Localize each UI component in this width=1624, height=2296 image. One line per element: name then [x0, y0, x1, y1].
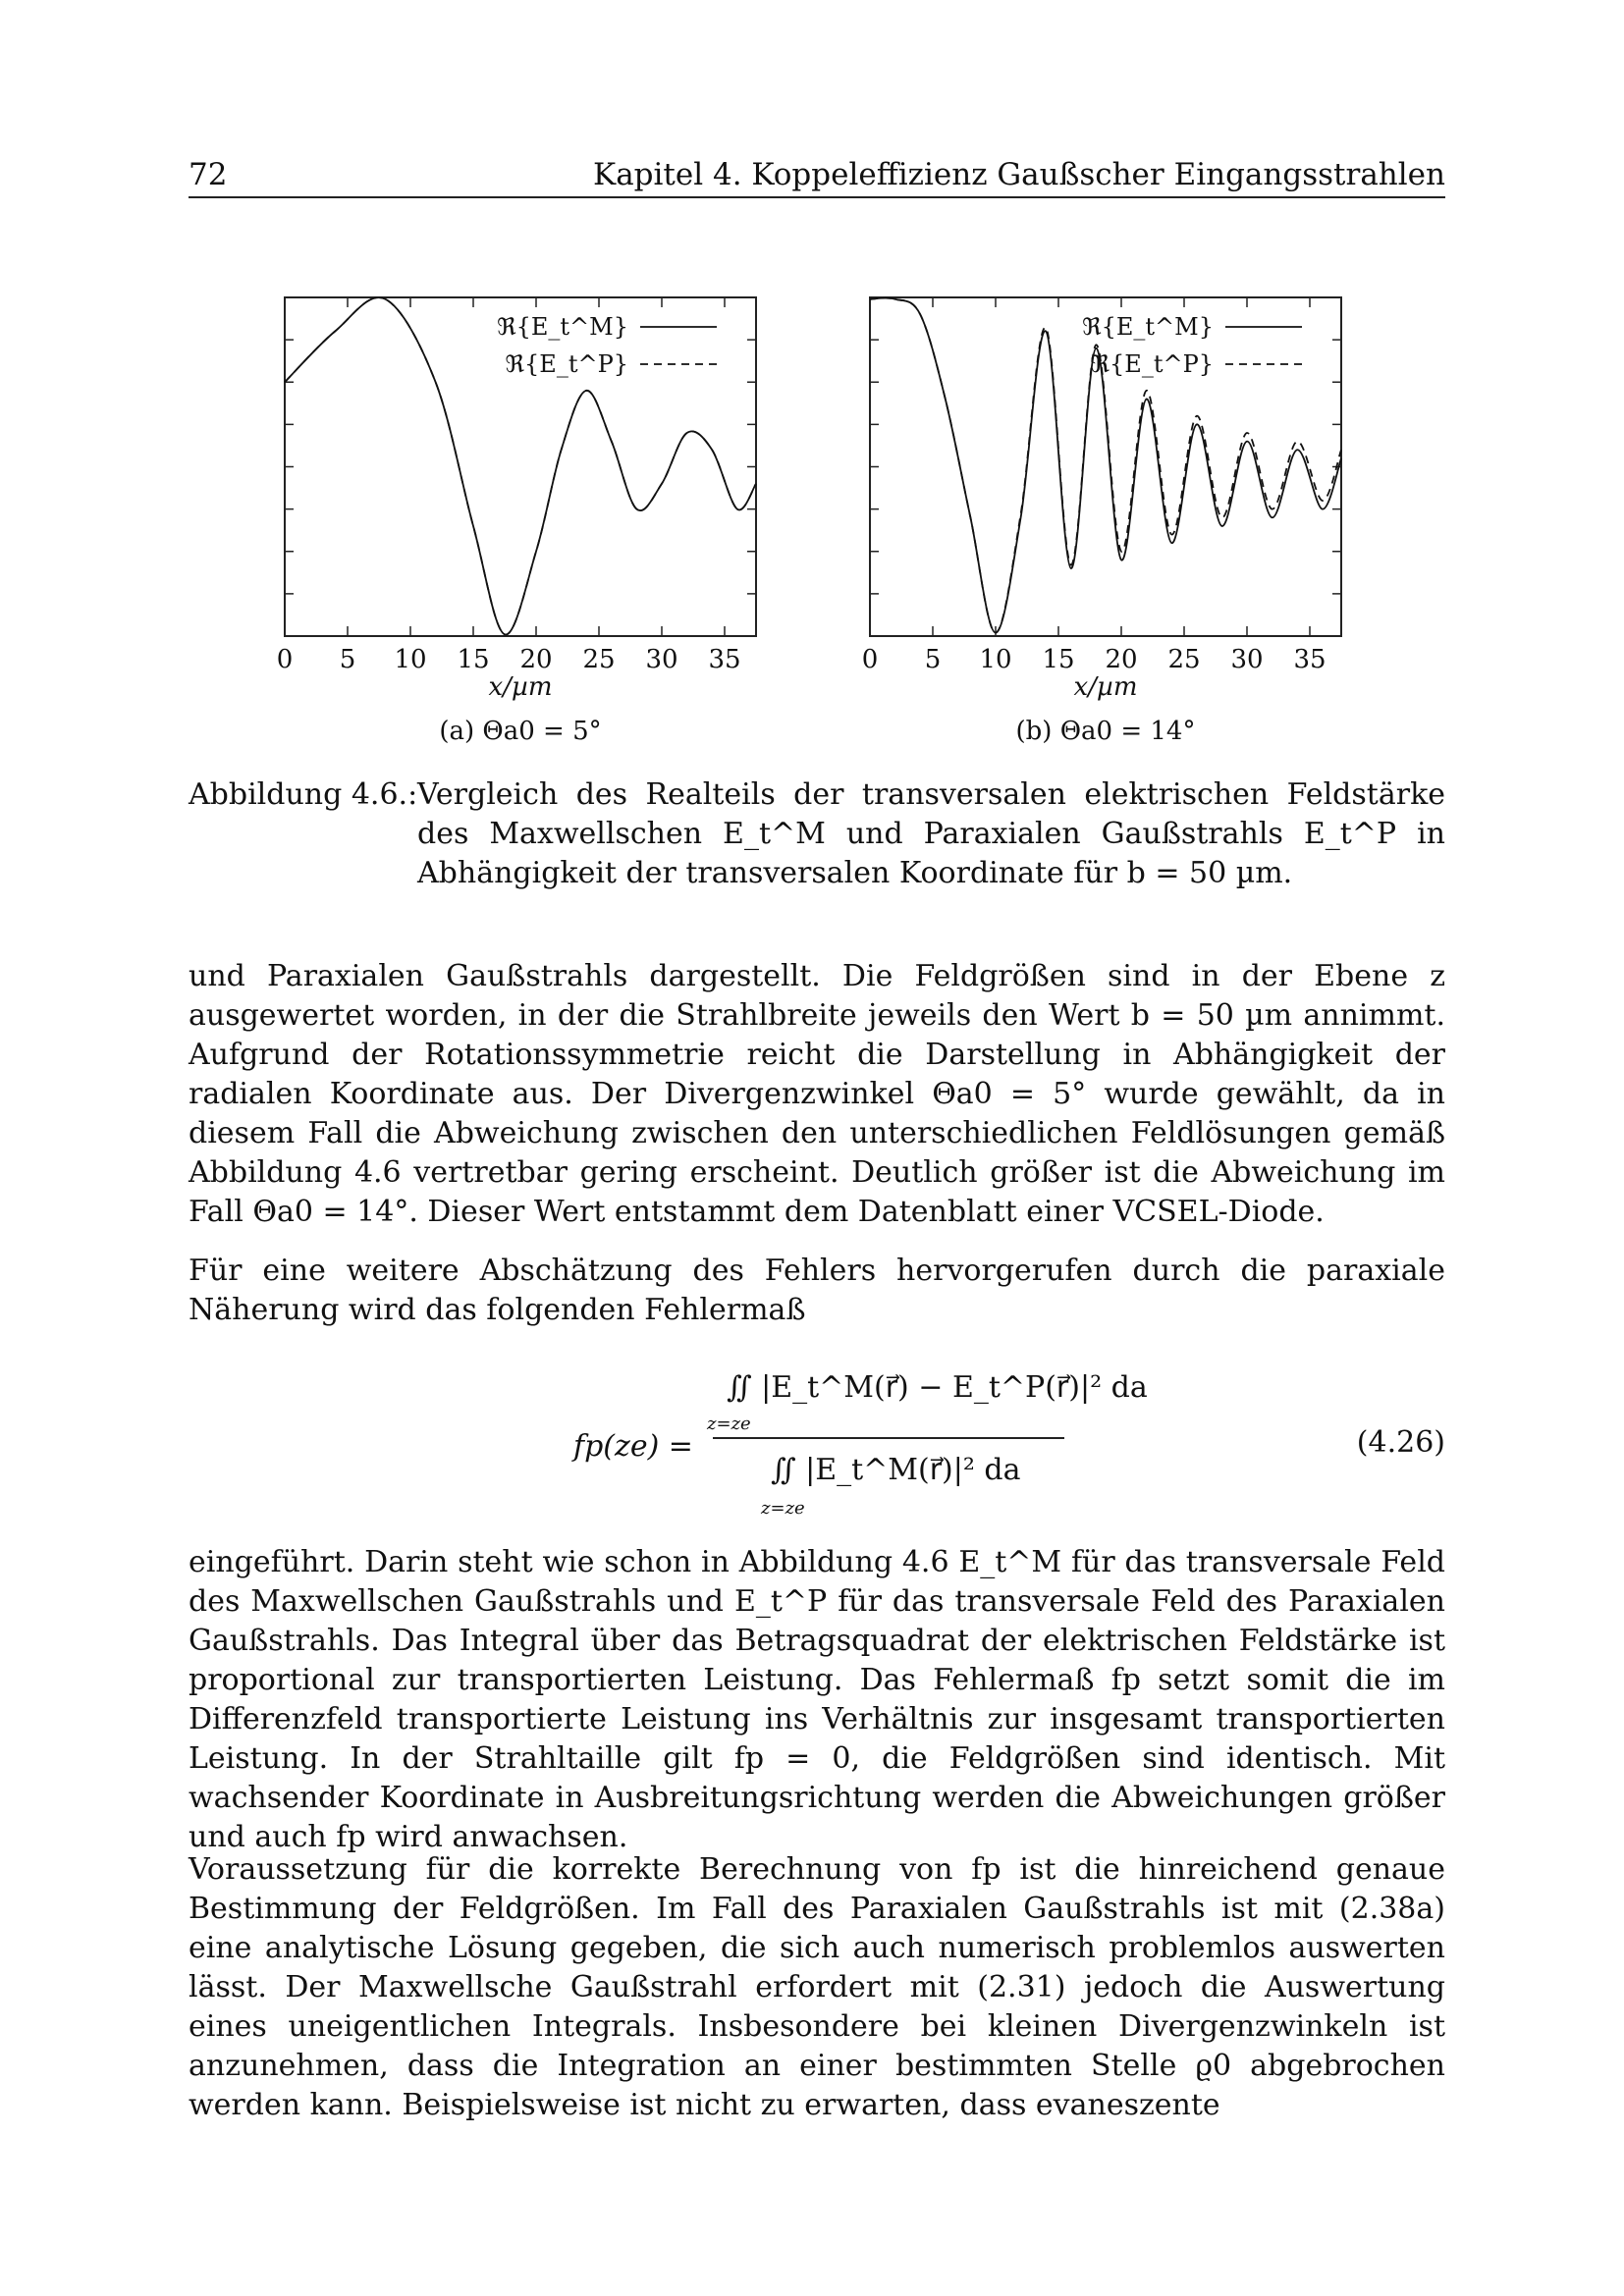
- fraction-bar: [713, 1437, 1064, 1439]
- chapter-title: Kapitel 4. Koppeleffizienz Gaußscher Eingangsstrahlen: [593, 157, 1445, 192]
- x-tick-label: 0: [276, 645, 294, 674]
- chart-a: [265, 290, 776, 721]
- subfigure-b: [850, 290, 1361, 751]
- subfigure-a-caption: (a) Θa0 = 5°: [439, 717, 602, 746]
- series-line-maxwell: [285, 297, 756, 634]
- x-tick-label: 30: [645, 645, 678, 674]
- paragraph-2: Für eine weitere Abschätzung des Fehlers hervorgerufen durch die paraxiale Näherung wird das folgenden Fehlermaß: [189, 1254, 1445, 1327]
- x-tick-label: 10: [394, 645, 427, 674]
- legend-entry-label: ℜ{E_t^P}: [1090, 350, 1214, 378]
- x-tick-label: 25: [582, 645, 616, 674]
- paragraph-1: und Paraxialen Gaußstrahls dargestellt. Die Feldgrößen sind in der Ebene z ausgewertet worden, in der die Strahlbreite jeweils den Wert b = 50 µm annimmt. Aufgrund der Rotationssymmetrie reicht die Darstellung in Abhängigkeit der radialen Koordinate aus. Der Divergenzwinkel Θa0 = 5° wurde gewählt, da in diesem Fall die Abweichung zwischen den unterschiedlichen Feldlösungen gemäß Abbildung 4.6 vertretbar gering erscheint. Deutlich größer ist die Abweichung im Fall Θa0 = 14°. Dieser Wert entstammt dem Datenblatt einer VCSEL-Diode.: [189, 959, 1445, 1229]
- equation-denominator: ∬ |E_t^M(r⃗)|² da: [771, 1453, 1021, 1487]
- equation-numerator: ∬ |E_t^M(r⃗) − E_t^P(r⃗)|² da: [727, 1370, 1148, 1405]
- subfigure-b-caption: (b) Θa0 = 14°: [1015, 717, 1196, 746]
- x-tick-label: 20: [519, 645, 553, 674]
- x-axis-label: x/µm: [1073, 672, 1138, 702]
- x-tick-label: 25: [1167, 645, 1201, 674]
- running-header: [189, 153, 1445, 198]
- subfigure-a: [265, 290, 776, 751]
- x-tick-label: 35: [1293, 645, 1326, 674]
- integration-domain-top: z=ze: [707, 1414, 751, 1434]
- legend-entry-label: ℜ{E_t^M}: [1082, 313, 1214, 341]
- paragraph-4: Voraussetzung für die korrekte Berechnung von fp ist die hinreichend genaue Bestimmung der Feldgrößen. Im Fall des Paraxialen Gaußstrahls ist mit (2.38a) eine analytische Lösung gegeben, die sich auch numerisch problemlos auswerten lässt. Der Maxwellsche Gaußstrahl erfordert mit (2.31) jedoch die Auswertung eines uneigentlichen Integrals. Insbesondere bei kleinen Divergenzwinkeln ist anzunehmen, dass die Integration an einer bestimmten Stelle ϱ0 abgebrochen werden kann. Beispielsweise ist nicht zu erwarten, dass evaneszente: [189, 1852, 1445, 2122]
- x-tick-label: 15: [457, 645, 490, 674]
- paragraph-3: eingeführt. Darin steht wie schon in Abbildung 4.6 E_t^M für das transversale Feld des Maxwellschen Gaußstrahls und E_t^P für das transversale Feld des Paraxialen Gaußstrahls. Das Integral über das Betragsquadrat der elektrischen Feldstärke ist proportional zur transportierten Leistung. Das Fehlermaß fp setzt somit die im Differenzfeld transportierte Leistung ins Verhältnis zur insgesamt transportierten Leistung. In der Strahltaille gilt fp = 0, die Feldgrößen sind identisch. Mit wachsender Koordinate in Ausbreitungsrichtung werden die Abweichungen größer und auch fp wird anwachsen.: [189, 1545, 1445, 1854]
- series-line-paraxial: [285, 297, 756, 634]
- x-axis-label: x/µm: [488, 672, 553, 702]
- x-tick-label: 5: [339, 645, 356, 674]
- page-number: 72: [189, 157, 228, 192]
- x-tick-label: 20: [1105, 645, 1138, 674]
- x-tick-label: 5: [924, 645, 942, 674]
- plot-frame: [870, 297, 1341, 636]
- x-tick-label: 15: [1042, 645, 1075, 674]
- x-tick-label: 10: [979, 645, 1012, 674]
- x-tick-label: 35: [708, 645, 741, 674]
- x-tick-label: 30: [1230, 645, 1264, 674]
- equation-lhs: fp(ze) =: [573, 1429, 693, 1464]
- x-tick-label: 0: [861, 645, 879, 674]
- chart-b: [850, 290, 1361, 721]
- figure-caption-text: Vergleich des Realteils der transversalen elektrischen Feldstärke des Maxwellschen E_t^M und Paraxialen Gaußstrahls E_t^P in Abhängigkeit der transversalen Koordinate für b = 50 µm.: [417, 777, 1445, 890]
- series-line-paraxial: [870, 298, 1341, 633]
- figure-caption-label: Abbildung 4.6.:: [189, 777, 418, 812]
- equation-4-26: [189, 1364, 1445, 1531]
- legend-entry-label: ℜ{E_t^M}: [497, 313, 628, 341]
- equation-number: (4.26): [1356, 1425, 1445, 1460]
- integration-domain-bottom: z=ze: [761, 1498, 805, 1519]
- series-line-maxwell: [870, 298, 1341, 633]
- plot-frame: [285, 297, 756, 636]
- equation-fraction: [707, 1364, 1247, 1531]
- legend-entry-label: ℜ{E_t^P}: [505, 350, 628, 378]
